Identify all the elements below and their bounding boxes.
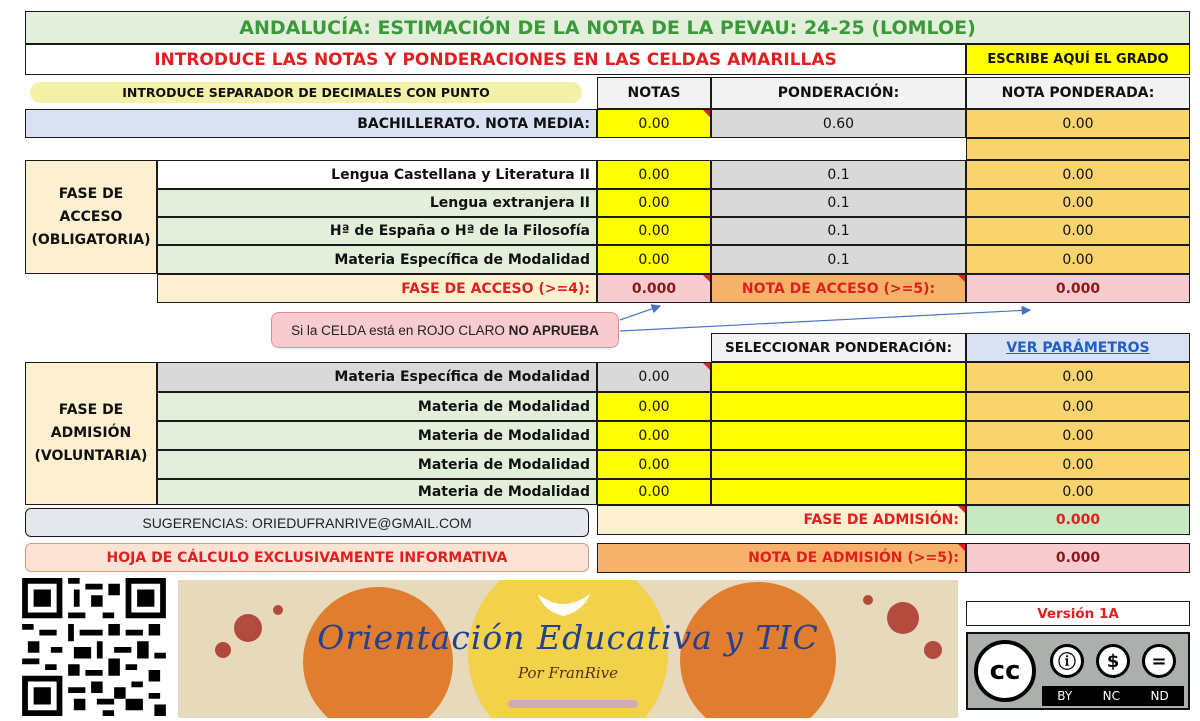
admision-ponderada-4: 0.00 bbox=[966, 450, 1190, 479]
banner-subtitle: Por FranRive bbox=[517, 664, 619, 682]
bachillerato-nota-input[interactable]: 0.00 bbox=[597, 109, 711, 138]
bachillerato-ponderacion: 0.60 bbox=[711, 109, 966, 138]
decimal-note: INTRODUCE SEPARADOR DE DECIMALES CON PUNTO bbox=[30, 82, 582, 103]
acceso-nota-input-3[interactable]: 0.00 bbox=[597, 217, 711, 245]
acceso-materia-1: Lengua Castellana y Literatura II bbox=[157, 160, 597, 189]
bachillerato-ponderada: 0.00 bbox=[966, 109, 1190, 138]
grado-input[interactable]: ESCRIBE AQUÍ EL GRADO bbox=[966, 44, 1190, 75]
fase-acceso-line-3: (OBLIGATORIA) bbox=[31, 231, 151, 248]
nota-acceso-label: NOTA DE ACCESO (>=5): bbox=[711, 274, 966, 303]
license-by: BY bbox=[1057, 689, 1073, 703]
banner-title: Orientación Educativa y TIC bbox=[317, 618, 819, 657]
admision-ponderada-3: 0.00 bbox=[966, 421, 1190, 450]
admision-nota-input-4[interactable]: 0.00 bbox=[597, 450, 711, 479]
admision-nota-input-3[interactable]: 0.00 bbox=[597, 421, 711, 450]
admision-ponderacion-input-5[interactable] bbox=[711, 479, 966, 505]
acceso-ponderada-1: 0.00 bbox=[966, 160, 1190, 189]
admision-ponderada-1: 0.00 bbox=[966, 362, 1190, 392]
admision-nota-input-5[interactable]: 0.00 bbox=[597, 479, 711, 505]
admision-materia-5: Materia de Modalidad bbox=[157, 479, 597, 505]
admision-materia-1: Materia Específica de Modalidad bbox=[157, 362, 597, 392]
admision-materia-3: Materia de Modalidad bbox=[157, 421, 597, 450]
cc-license-badge bbox=[966, 632, 1190, 710]
acceso-ponderacion-1: 0.1 bbox=[711, 160, 966, 189]
license-nd: ND bbox=[1150, 689, 1169, 703]
ver-parametros-link[interactable]: VER PARÁMETROS bbox=[966, 333, 1190, 362]
instructions-text: INTRODUCE LAS NOTAS Y PONDERACIONES EN LAS CELDAS AMARILLAS bbox=[25, 44, 966, 75]
admision-ponderacion-input-3[interactable] bbox=[711, 421, 966, 450]
fase-acceso-result-label: FASE DE ACCESO (>=4): bbox=[157, 274, 597, 303]
license-nc: NC bbox=[1102, 689, 1121, 703]
acceso-ponderacion-3: 0.1 bbox=[711, 217, 966, 245]
acceso-ponderada-2: 0.00 bbox=[966, 189, 1190, 217]
nc-icon: $ bbox=[1096, 644, 1130, 678]
fase-acceso-line-1: FASE DE bbox=[58, 185, 124, 202]
acceso-nota-input-4[interactable]: 0.00 bbox=[597, 245, 711, 274]
acceso-materia-3: Hª de España o Hª de la Filosofía bbox=[157, 217, 597, 245]
header-ponderacion: PONDERACIÓN: bbox=[711, 77, 966, 109]
seleccionar-ponderacion-label: SELECCIONAR PONDERACIÓN: bbox=[711, 333, 966, 362]
qr-code-image bbox=[22, 578, 166, 716]
admision-ponderada-5: 0.00 bbox=[966, 479, 1190, 505]
acceso-materia-2: Lengua extranjera II bbox=[157, 189, 597, 217]
nd-icon: = bbox=[1142, 644, 1176, 678]
acceso-ponderacion-4: 0.1 bbox=[711, 245, 966, 274]
nota-acceso-value: 0.000 bbox=[966, 274, 1190, 303]
red-note-text: Si la CELDA está en ROJO CLARO bbox=[291, 322, 505, 338]
nota-admision-value: 0.000 bbox=[966, 543, 1190, 573]
admision-nota-1: 0.00 bbox=[597, 362, 711, 392]
acceso-materia-4: Materia Específica de Modalidad bbox=[157, 245, 597, 274]
acceso-nota-input-1[interactable]: 0.00 bbox=[597, 160, 711, 189]
sugerencias-box: SUGERENCIAS: ORIEDUFRANRIVE@GMAIL.COM bbox=[25, 508, 589, 537]
acceso-ponderada-3: 0.00 bbox=[966, 217, 1190, 245]
bachillerato-label: BACHILLERATO. NOTA MEDIA: bbox=[25, 109, 597, 138]
cc-logo-icon: cc bbox=[974, 640, 1036, 702]
arrow-to-fase-acceso bbox=[620, 306, 660, 320]
fase-acceso-value: 0.000 bbox=[597, 274, 711, 303]
by-icon: ⓘ bbox=[1050, 644, 1084, 678]
admision-ponderacion-input-1[interactable] bbox=[711, 362, 966, 392]
fase-admision-line-1: FASE DE bbox=[58, 402, 124, 418]
admision-nota-input-2[interactable]: 0.00 bbox=[597, 392, 711, 421]
admision-ponderacion-input-4[interactable] bbox=[711, 450, 966, 479]
admision-materia-4: Materia de Modalidad bbox=[157, 450, 597, 479]
fase-admision-value: 0.000 bbox=[966, 505, 1190, 535]
admision-ponderada-2: 0.00 bbox=[966, 392, 1190, 421]
header-notas: NOTAS bbox=[597, 77, 711, 109]
fase-admision-line-3: (VOLUNTARIA) bbox=[34, 448, 148, 464]
version-label: Versión 1A bbox=[966, 601, 1190, 626]
fase-acceso-line-2: ACCESO bbox=[59, 208, 123, 225]
arrow-to-nota-acceso bbox=[620, 310, 1030, 331]
admision-ponderacion-input-2[interactable] bbox=[711, 392, 966, 421]
page-title: ANDALUCÍA: ESTIMACIÓN DE LA NOTA DE LA PEVAU: 24-25 (LOMLOE) bbox=[25, 11, 1190, 44]
acceso-ponderacion-2: 0.1 bbox=[711, 189, 966, 217]
banner-image bbox=[178, 580, 958, 718]
license-strip bbox=[1042, 686, 1184, 706]
fase-admision-result-label: FASE DE ADMISIÓN: bbox=[597, 505, 966, 535]
red-note-bold: NO APRUEBA bbox=[508, 322, 599, 338]
fase-admision-line-2: ADMISIÓN bbox=[50, 425, 132, 441]
acceso-ponderada-4: 0.00 bbox=[966, 245, 1190, 274]
admision-materia-2: Materia de Modalidad bbox=[157, 392, 597, 421]
acceso-nota-input-2[interactable]: 0.00 bbox=[597, 189, 711, 217]
hoja-informativa-box: HOJA DE CÁLCULO EXCLUSIVAMENTE INFORMATIVA bbox=[25, 543, 589, 572]
nota-admision-label: NOTA DE ADMISIÓN (>=5): bbox=[597, 543, 966, 573]
header-nota-ponderada: NOTA PONDERADA: bbox=[966, 77, 1190, 109]
fase-admision-label bbox=[25, 362, 157, 505]
